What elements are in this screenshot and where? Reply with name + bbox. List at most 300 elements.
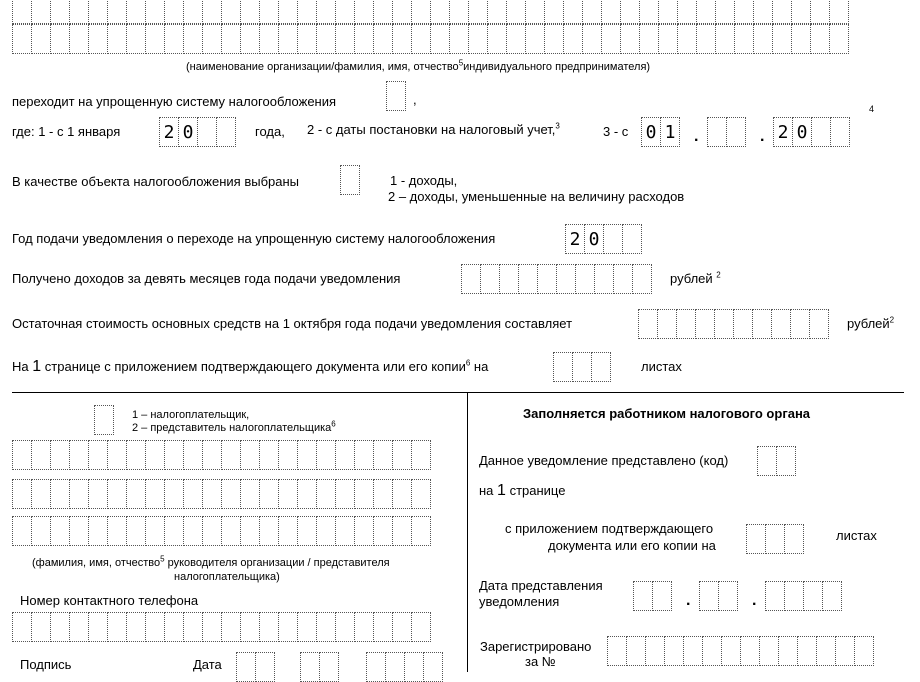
input-cell[interactable]	[639, 0, 659, 24]
input-cell[interactable]	[240, 612, 260, 642]
signer-name-row-3[interactable]	[12, 516, 431, 546]
input-cell[interactable]	[854, 636, 874, 666]
input-cell[interactable]	[164, 516, 184, 546]
day-digit: 0	[641, 117, 661, 147]
input-cell[interactable]	[316, 24, 336, 54]
input-cell[interactable]	[183, 440, 203, 470]
input-cell[interactable]	[572, 352, 592, 382]
input-cell[interactable]	[259, 516, 279, 546]
input-cell[interactable]	[582, 24, 602, 54]
input-cell[interactable]	[31, 0, 51, 24]
input-cell[interactable]	[753, 24, 773, 54]
option3-label: 3 - с	[603, 124, 629, 139]
input-cell[interactable]	[94, 405, 114, 435]
input-cell[interactable]	[278, 0, 298, 24]
input-cell[interactable]	[145, 440, 165, 470]
input-cell[interactable]	[765, 581, 785, 611]
object-label: В качестве объекта налогообложения выбраны	[12, 174, 300, 189]
input-cell[interactable]	[202, 479, 222, 509]
input-cell[interactable]	[164, 479, 184, 509]
office-date-line-1: Дата представления	[479, 578, 603, 593]
input-cell[interactable]	[487, 24, 507, 54]
input-cell[interactable]	[639, 24, 659, 54]
input-cell[interactable]	[373, 24, 393, 54]
attach-sheets-cells[interactable]	[746, 524, 804, 554]
input-cell[interactable]	[297, 24, 317, 54]
input-cell[interactable]	[221, 612, 241, 642]
input-cell[interactable]	[202, 516, 222, 546]
year-notice-cells[interactable]	[565, 224, 642, 254]
registered-line-1: Зарегистрировано	[480, 639, 592, 654]
income-unit: рублей $^2$	[670, 270, 721, 286]
input-cell[interactable]	[677, 24, 697, 54]
input-cell[interactable]	[499, 264, 519, 294]
input-cell[interactable]	[652, 581, 672, 611]
input-cell[interactable]	[221, 440, 241, 470]
input-cell[interactable]	[278, 612, 298, 642]
input-cell[interactable]	[657, 309, 677, 339]
input-cell[interactable]	[335, 440, 355, 470]
input-cell[interactable]	[582, 0, 602, 24]
signer-date-month[interactable]	[300, 652, 339, 682]
input-cell[interactable]	[335, 479, 355, 509]
input-cell[interactable]	[392, 516, 412, 546]
input-cell[interactable]	[791, 0, 811, 24]
input-cell[interactable]	[613, 264, 633, 294]
input-cell[interactable]	[601, 0, 621, 24]
input-cell[interactable]	[772, 0, 792, 24]
input-cell[interactable]	[88, 612, 108, 642]
input-cell[interactable]	[829, 0, 849, 24]
input-cell[interactable]	[797, 636, 817, 666]
input-cell[interactable]	[791, 24, 811, 54]
input-cell[interactable]	[784, 581, 804, 611]
input-cell[interactable]	[69, 440, 89, 470]
input-cell[interactable]	[12, 612, 32, 642]
input-cell[interactable]	[335, 24, 355, 54]
input-cell[interactable]	[626, 636, 646, 666]
input-cell[interactable]	[771, 309, 791, 339]
input-cell[interactable]	[373, 479, 393, 509]
start-year-cells[interactable]	[773, 117, 850, 147]
input-cell[interactable]	[468, 0, 488, 24]
input-cell[interactable]	[255, 652, 275, 682]
pages-cells[interactable]	[553, 352, 611, 382]
input-cell[interactable]	[31, 24, 51, 54]
input-cell[interactable]	[319, 652, 339, 682]
input-cell[interactable]	[183, 24, 203, 54]
input-cell[interactable]	[50, 612, 70, 642]
input-cell[interactable]	[107, 479, 127, 509]
input-cell[interactable]	[335, 0, 355, 24]
input-cell[interactable]	[715, 0, 735, 24]
date-separator: .	[686, 592, 691, 609]
signer-code-cell[interactable]	[94, 405, 114, 435]
input-cell[interactable]	[740, 636, 760, 666]
start-day-cells[interactable]	[641, 117, 680, 147]
input-cell[interactable]	[563, 24, 583, 54]
attach-sheets: листах	[836, 528, 877, 543]
input-cell[interactable]	[88, 479, 108, 509]
input-cell[interactable]	[145, 612, 165, 642]
input-cell[interactable]	[316, 479, 336, 509]
input-cell[interactable]	[145, 24, 165, 54]
input-cell[interactable]	[31, 516, 51, 546]
input-cell[interactable]	[373, 440, 393, 470]
input-cell[interactable]	[411, 440, 431, 470]
input-cell[interactable]	[259, 440, 279, 470]
section-divider	[12, 392, 904, 393]
input-cell[interactable]	[126, 24, 146, 54]
signature-label: Подпись	[20, 657, 72, 672]
input-cell[interactable]	[88, 516, 108, 546]
year-digit[interactable]	[622, 224, 642, 254]
input-cell[interactable]	[525, 24, 545, 54]
input-cell[interactable]	[575, 264, 595, 294]
input-cell[interactable]	[449, 24, 469, 54]
input-cell[interactable]	[591, 352, 611, 382]
input-cell[interactable]	[430, 24, 450, 54]
input-cell[interactable]	[126, 479, 146, 509]
input-cell[interactable]	[683, 636, 703, 666]
input-cell[interactable]	[392, 0, 412, 24]
input-cell[interactable]	[12, 0, 32, 24]
signer-name-row-2[interactable]	[12, 479, 431, 509]
phone-cells[interactable]	[12, 612, 431, 642]
input-cell[interactable]	[721, 636, 741, 666]
input-cell[interactable]	[183, 612, 203, 642]
input-cell[interactable]	[126, 612, 146, 642]
input-cell[interactable]	[525, 0, 545, 24]
input-cell[interactable]	[278, 24, 298, 54]
input-cell[interactable]	[556, 264, 576, 294]
input-cell[interactable]	[50, 516, 70, 546]
input-cell[interactable]	[480, 264, 500, 294]
input-cell[interactable]	[88, 440, 108, 470]
input-cell[interactable]	[12, 440, 32, 470]
input-cell[interactable]	[183, 516, 203, 546]
input-cell[interactable]	[638, 309, 658, 339]
input-cell[interactable]	[544, 24, 564, 54]
input-cell[interactable]	[240, 479, 260, 509]
input-cell[interactable]	[31, 479, 51, 509]
input-cell[interactable]	[835, 636, 855, 666]
input-cell[interactable]	[392, 612, 412, 642]
input-cell[interactable]	[714, 309, 734, 339]
transition-code-cell[interactable]	[386, 81, 406, 111]
input-cell[interactable]	[164, 612, 184, 642]
year-digit: 0	[584, 224, 604, 254]
input-cell[interactable]	[335, 516, 355, 546]
input-cell[interactable]	[702, 636, 722, 666]
input-cell[interactable]	[69, 516, 89, 546]
year-digit: 0	[792, 117, 812, 147]
start-month-cells[interactable]	[707, 117, 746, 147]
input-cell[interactable]	[297, 0, 317, 24]
input-cell[interactable]	[423, 652, 443, 682]
input-cell[interactable]	[354, 612, 374, 642]
input-cell[interactable]	[601, 24, 621, 54]
input-cell[interactable]	[366, 652, 386, 682]
input-cell[interactable]	[707, 117, 727, 147]
input-cell[interactable]	[778, 636, 798, 666]
office-date-day[interactable]	[633, 581, 672, 611]
input-cell[interactable]	[753, 0, 773, 24]
org-name-row-1[interactable]	[12, 0, 849, 24]
input-cell[interactable]	[632, 264, 652, 294]
input-cell[interactable]	[765, 524, 785, 554]
input-cell[interactable]	[240, 0, 260, 24]
input-cell[interactable]	[449, 0, 469, 24]
year-digit[interactable]	[216, 117, 236, 147]
input-cell[interactable]	[699, 581, 719, 611]
year-notice-label: Год подачи уведомления о переходе на упрощенную систему налогообложения	[12, 231, 496, 246]
input-cell[interactable]	[392, 479, 412, 509]
input-cell[interactable]	[126, 516, 146, 546]
input-cell[interactable]	[822, 581, 842, 611]
input-cell[interactable]	[506, 24, 526, 54]
input-cell[interactable]	[145, 479, 165, 509]
input-cell[interactable]	[107, 0, 127, 24]
input-cell[interactable]	[202, 24, 222, 54]
input-cell[interactable]	[658, 24, 678, 54]
input-cell[interactable]	[316, 0, 336, 24]
input-cell[interactable]	[12, 516, 32, 546]
input-cell[interactable]	[620, 24, 640, 54]
input-cell[interactable]	[733, 309, 753, 339]
input-cell[interactable]	[145, 0, 165, 24]
option2-label: 2 - с даты постановки на налоговый учет,$^3$	[307, 121, 560, 137]
input-cell[interactable]	[746, 524, 766, 554]
day-digit: 1	[660, 117, 680, 147]
input-cell[interactable]	[373, 612, 393, 642]
office-title: Заполняется работником налогового органа	[523, 406, 811, 421]
input-cell[interactable]	[221, 24, 241, 54]
input-cell[interactable]	[354, 440, 374, 470]
year-digit: 2	[773, 117, 793, 147]
input-cell[interactable]	[810, 24, 830, 54]
input-cell[interactable]	[544, 0, 564, 24]
year-digit[interactable]	[830, 117, 850, 147]
input-cell[interactable]	[221, 516, 241, 546]
registration-number-cells[interactable]	[607, 636, 874, 666]
input-cell[interactable]	[278, 479, 298, 509]
input-cell[interactable]	[354, 0, 374, 24]
input-cell[interactable]	[164, 0, 184, 24]
where-label: где: 1 - с 1 января	[12, 124, 121, 139]
year-digit: 0	[178, 117, 198, 147]
input-cell[interactable]	[316, 612, 336, 642]
input-cell[interactable]	[145, 516, 165, 546]
input-cell[interactable]	[335, 612, 355, 642]
input-cell[interactable]	[297, 612, 317, 642]
input-cell[interactable]	[411, 479, 431, 509]
input-cell[interactable]	[259, 24, 279, 54]
input-cell[interactable]	[392, 440, 412, 470]
input-cell[interactable]	[696, 24, 716, 54]
input-cell[interactable]	[12, 479, 32, 509]
input-cell[interactable]	[784, 524, 804, 554]
input-cell[interactable]	[518, 264, 538, 294]
input-cell[interactable]	[776, 446, 796, 476]
input-cell[interactable]	[278, 440, 298, 470]
input-cell[interactable]	[12, 24, 32, 54]
input-cell[interactable]	[594, 264, 614, 294]
input-cell[interactable]	[553, 352, 573, 382]
input-cell[interactable]	[221, 0, 241, 24]
input-cell[interactable]	[607, 636, 627, 666]
input-cell[interactable]	[677, 0, 697, 24]
input-cell[interactable]	[563, 0, 583, 24]
input-cell[interactable]	[734, 0, 754, 24]
input-cell[interactable]	[354, 479, 374, 509]
input-cell[interactable]	[658, 0, 678, 24]
input-cell[interactable]	[411, 24, 431, 54]
input-cell[interactable]	[816, 636, 836, 666]
input-cell[interactable]	[126, 0, 146, 24]
input-cell[interactable]	[803, 581, 823, 611]
input-cell[interactable]	[411, 0, 431, 24]
input-cell[interactable]	[240, 24, 260, 54]
input-cell[interactable]	[316, 440, 336, 470]
signer-date-year[interactable]	[366, 652, 443, 682]
input-cell[interactable]	[221, 479, 241, 509]
input-cell[interactable]	[316, 516, 336, 546]
input-cell[interactable]	[50, 440, 70, 470]
input-cell[interactable]	[461, 264, 481, 294]
object-option2: 2 – доходы, уменьшенные на величину расходов	[388, 189, 685, 204]
input-cell[interactable]	[31, 612, 51, 642]
input-cell[interactable]	[88, 24, 108, 54]
input-cell[interactable]	[240, 516, 260, 546]
input-cell[interactable]	[297, 479, 317, 509]
input-cell[interactable]	[537, 264, 557, 294]
input-cell[interactable]	[202, 0, 222, 24]
input-cell[interactable]	[340, 165, 360, 195]
input-cell[interactable]	[759, 636, 779, 666]
input-cell[interactable]	[297, 440, 317, 470]
input-cell[interactable]	[297, 516, 317, 546]
jan-year-cells[interactable]	[159, 117, 236, 147]
signer-caption-2: налогоплательщика)	[174, 571, 280, 583]
submitted-code-cells[interactable]	[757, 446, 796, 476]
input-cell[interactable]	[772, 24, 792, 54]
input-cell[interactable]	[164, 440, 184, 470]
date-separator: .	[694, 128, 699, 145]
input-cell[interactable]	[385, 652, 405, 682]
office-date-year[interactable]	[765, 581, 842, 611]
input-cell[interactable]	[404, 652, 424, 682]
input-cell[interactable]	[696, 0, 716, 24]
input-cell[interactable]	[259, 0, 279, 24]
input-cell[interactable]	[183, 479, 203, 509]
office-date-month[interactable]	[699, 581, 738, 611]
input-cell[interactable]	[620, 0, 640, 24]
input-cell[interactable]	[752, 309, 772, 339]
income-cells[interactable]	[461, 264, 652, 294]
input-cell[interactable]	[69, 612, 89, 642]
assets-cells[interactable]	[638, 309, 829, 339]
input-cell[interactable]	[50, 0, 70, 24]
input-cell[interactable]	[354, 516, 374, 546]
input-cell[interactable]	[278, 516, 298, 546]
input-cell[interactable]	[240, 440, 260, 470]
input-cell[interactable]	[633, 581, 653, 611]
signer-date-day[interactable]	[236, 652, 275, 682]
signer-name-row-1[interactable]	[12, 440, 431, 470]
input-cell[interactable]	[126, 440, 146, 470]
input-cell[interactable]	[373, 516, 393, 546]
input-cell[interactable]	[829, 24, 849, 54]
input-cell[interactable]	[88, 0, 108, 24]
input-cell[interactable]	[411, 612, 431, 642]
input-cell[interactable]	[107, 24, 127, 54]
input-cell[interactable]	[468, 24, 488, 54]
input-cell[interactable]	[50, 24, 70, 54]
input-cell[interactable]	[107, 612, 127, 642]
assets-label: Остаточная стоимость основных средств на 1 октября года подачи уведомления составляет	[12, 316, 573, 331]
year-word: года,	[255, 124, 285, 139]
input-cell[interactable]	[430, 0, 450, 24]
input-cell[interactable]	[664, 636, 684, 666]
input-cell[interactable]	[726, 117, 746, 147]
input-cell[interactable]	[354, 24, 374, 54]
input-cell[interactable]	[31, 440, 51, 470]
input-cell[interactable]	[183, 0, 203, 24]
input-cell[interactable]	[164, 24, 184, 54]
input-cell[interactable]	[715, 24, 735, 54]
input-cell[interactable]	[50, 479, 70, 509]
input-cell[interactable]	[202, 612, 222, 642]
object-code-cell[interactable]	[340, 165, 360, 195]
input-cell[interactable]	[107, 440, 127, 470]
input-cell[interactable]	[259, 612, 279, 642]
input-cell[interactable]	[392, 24, 412, 54]
phone-label: Номер контактного телефона	[20, 593, 199, 608]
input-cell[interactable]	[202, 440, 222, 470]
input-cell[interactable]	[734, 24, 754, 54]
input-cell[interactable]	[790, 309, 810, 339]
input-cell[interactable]	[810, 0, 830, 24]
input-cell[interactable]	[107, 516, 127, 546]
year-digit[interactable]	[197, 117, 217, 147]
input-cell[interactable]	[718, 581, 738, 611]
input-cell[interactable]	[69, 479, 89, 509]
input-cell[interactable]	[506, 0, 526, 24]
org-name-row-2[interactable]	[12, 24, 849, 54]
year-digit[interactable]	[603, 224, 623, 254]
input-cell[interactable]	[757, 446, 777, 476]
date-separator: .	[760, 128, 765, 145]
transition-label: переходит на упрощенную систему налогообложения	[12, 94, 337, 109]
input-cell[interactable]	[809, 309, 829, 339]
input-cell[interactable]	[373, 0, 393, 24]
year-digit[interactable]	[811, 117, 831, 147]
input-cell[interactable]	[411, 516, 431, 546]
transition-comma: ,	[413, 92, 417, 107]
input-cell[interactable]	[695, 309, 715, 339]
input-cell[interactable]	[300, 652, 320, 682]
input-cell[interactable]	[259, 479, 279, 509]
input-cell[interactable]	[487, 0, 507, 24]
input-cell[interactable]	[386, 81, 406, 111]
input-cell[interactable]	[69, 0, 89, 24]
office-date-line-2: уведомления	[479, 594, 560, 609]
input-cell[interactable]	[69, 24, 89, 54]
input-cell[interactable]	[676, 309, 696, 339]
input-cell[interactable]	[236, 652, 256, 682]
input-cell[interactable]	[645, 636, 665, 666]
